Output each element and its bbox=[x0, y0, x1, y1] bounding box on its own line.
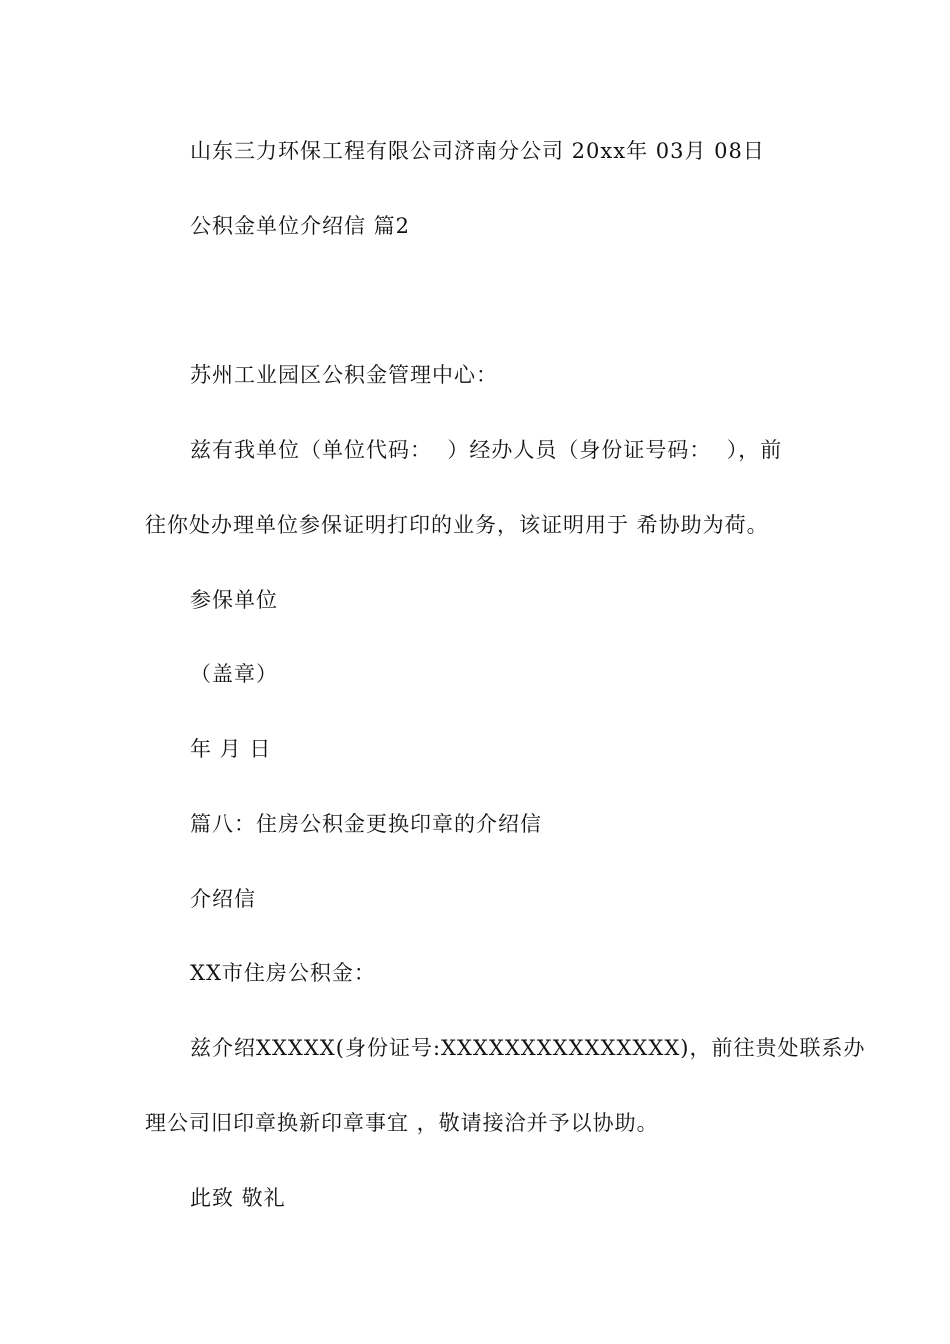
body-paragraph-line: 理公司旧印章换新印章事宜 ，敬请接洽并予以协助。 bbox=[145, 1111, 659, 1135]
section-heading: 篇八：住房公积金更换印章的介绍信 bbox=[190, 812, 542, 836]
date-placeholder: 年 月 日 bbox=[190, 737, 272, 761]
date-company-line: 山东三力环保工程有限公司济南分公司 20xx年 03月 08日 bbox=[190, 139, 765, 163]
seal-note: （盖章） bbox=[190, 662, 278, 686]
body-paragraph-line: 兹介绍XXXXX(身份证号:XXXXXXXXXXXXXXX)，前往贵处联系办 bbox=[190, 1036, 866, 1060]
salutation: XX市住房公积金： bbox=[190, 961, 376, 985]
salutation: 苏州工业园区公积金管理中心： bbox=[190, 363, 498, 387]
body-paragraph-line: 往你处办理单位参保证明打印的业务，该证明用于 希协助为荷。 bbox=[145, 513, 769, 537]
letter-title: 介绍信 bbox=[190, 887, 256, 911]
closing-line: 此致 敬礼 bbox=[190, 1186, 286, 1210]
section-heading: 公积金单位介绍信 篇2 bbox=[190, 214, 411, 238]
signature-unit: 参保单位 bbox=[190, 588, 278, 612]
body-paragraph-line: 兹有我单位（单位代码： ）经办人员（身份证号码： ），前 bbox=[190, 438, 783, 462]
